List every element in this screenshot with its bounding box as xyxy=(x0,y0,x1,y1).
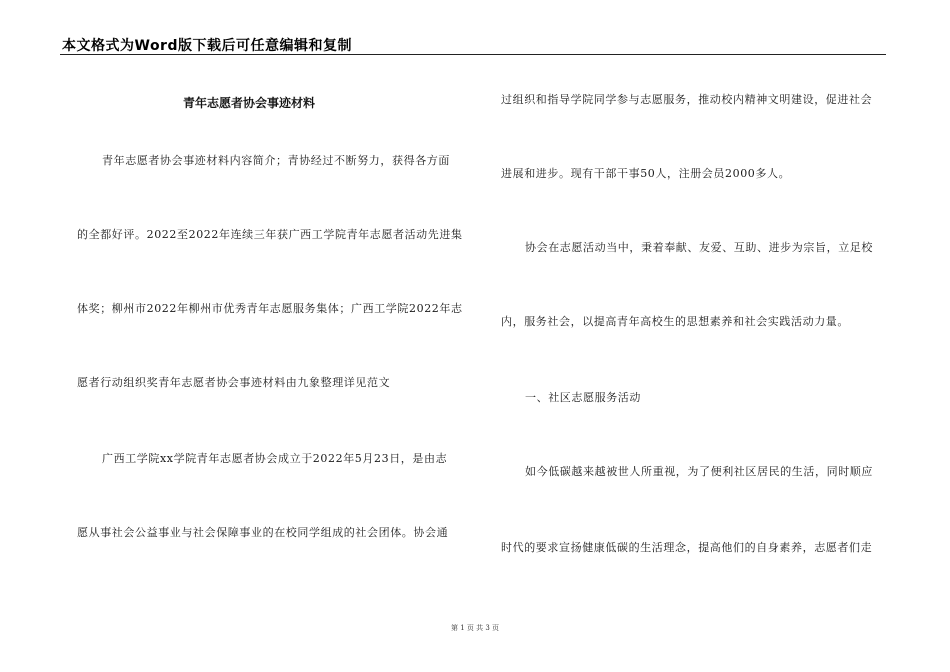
left-line-2: 的全都好评。2022至2022年连续三年获广西工学院青年志愿者活动先进集 xyxy=(77,228,463,241)
left-line-6: 愿从事社会公益事业与社会保障事业的在校同学组成的社会团体。协会通 xyxy=(77,526,449,539)
banner-divider xyxy=(60,54,886,55)
left-line-1: 青年志愿者协会事迹材料内容简介；青协经过不断努力，获得各方面 xyxy=(102,154,450,167)
download-banner: 本文格式为Word版下载后可任意编辑和复制 xyxy=(62,38,352,54)
right-line-3: 协会在志愿活动当中，秉着奉献、友爱、互助、进步为宗旨，立足校 xyxy=(525,241,873,254)
right-line-1: 过组织和指导学院同学参与志愿服务，推动校内精神文明建设，促进社会 xyxy=(501,93,873,106)
right-line-7: 时代的要求宣扬健康低碳的生活理念，提高他们的自身素养，志愿者们走 xyxy=(501,541,873,554)
left-line-5: 广西工学院xx学院青年志愿者协会成立于2022年5月23日，是由志 xyxy=(102,452,448,465)
right-line-6: 如今低碳越来越被世人所重视，为了便利社区居民的生活，同时顺应 xyxy=(525,465,873,478)
page-footer: 第 1 页 共 3 页 xyxy=(450,624,500,632)
right-line-4: 内，服务社会，以提高青年高校生的思想素养和社会实践活动力量。 xyxy=(501,315,849,328)
section-heading: 一、社区志愿服务活动 xyxy=(525,391,641,404)
left-line-3: 体奖；柳州市2022年柳州市优秀青年志愿服务集体；广西工学院2022年志 xyxy=(77,302,463,315)
document-title: 青年志愿者协会事迹材料 xyxy=(183,96,316,110)
right-line-2: 进展和进步。现有干部干事50人，注册会员2000多人。 xyxy=(501,167,791,180)
left-line-4: 愿者行动组织奖青年志愿者协会事迹材料由九象整理详见范文 xyxy=(77,376,391,389)
